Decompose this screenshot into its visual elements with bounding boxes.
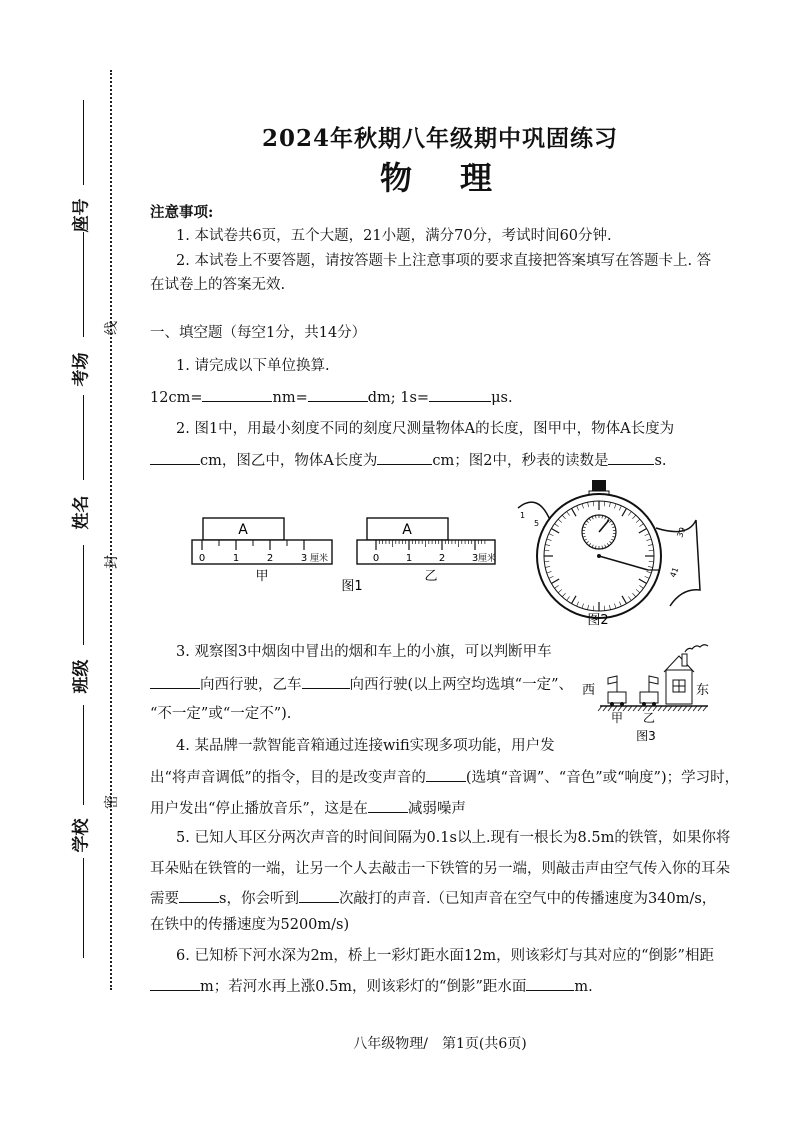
subject-title: 物 理	[379, 159, 500, 197]
q1-part-4: μs.	[491, 390, 513, 406]
q6-blank-2[interactable]	[526, 976, 574, 991]
q6-part-1: m；若河水再上涨0.5m，则该彩灯的“倒影”距水面	[200, 979, 527, 995]
q5-line-2: 耳朵贴在铁管的一端，让另一个人去敲击一下铁管的另一端，则敲击声由空气传入你的耳朵	[150, 861, 730, 877]
direction-west: 西	[582, 683, 596, 698]
q1-stem: 1. 请完成以下单位换算.	[176, 358, 330, 374]
smoke	[685, 645, 708, 652]
q2-part-1: cm，图乙中，物体A长度为	[200, 453, 378, 469]
q1-blank-2[interactable]	[308, 387, 368, 402]
q4-part-2: (选填“音调”、“音色”或“响度”)；学习时，	[465, 770, 740, 786]
name-blank[interactable]	[83, 395, 84, 480]
flag-yi	[649, 676, 658, 684]
q4-line-1: 4. 某品牌一款智能音箱通过连接wifi实现多项功能，用户发	[176, 738, 555, 754]
q5-part-2: s，你会听到	[219, 891, 299, 907]
q2-blank-1[interactable]	[150, 450, 200, 465]
figure-1-caption: 图1	[341, 579, 363, 594]
car-jia	[608, 692, 626, 703]
right-scale-label-39: 39	[675, 526, 688, 539]
q4-part-1: 出“将声音调低”的指令，目的是改变声音的	[150, 770, 426, 786]
seal-mi-char: 密	[104, 795, 120, 809]
q5-part-3: 次敲打的声音.（已知声音在空气中的传播速度为340m/s，	[338, 891, 717, 907]
section-1-heading: 一、填空题（每空1分，共14分）	[150, 325, 367, 341]
q4-part-4: 减弱噪声	[407, 801, 466, 817]
q4-blank-2[interactable]	[368, 798, 408, 813]
unit-jia: 厘米	[310, 554, 329, 564]
unit-yi: 厘米	[478, 554, 497, 564]
q4-line-2	[150, 767, 739, 788]
q4-blank-1[interactable]	[426, 767, 466, 782]
q5-line-4: 在铁中的传播速度为5200m/s)	[150, 917, 350, 933]
car-jia-label: 甲	[611, 711, 624, 725]
class-blank[interactable]	[83, 545, 84, 645]
q3-part-1: 向西行驶，乙车	[200, 677, 302, 693]
notice-heading: 注意事项:	[150, 204, 214, 221]
name-label: 姓名	[71, 495, 92, 530]
tick-label-yi-0: 0	[372, 553, 380, 564]
stopwatch-crown	[592, 480, 606, 492]
figure-2-caption: 图2	[587, 613, 609, 628]
seat-blank[interactable]	[83, 100, 84, 185]
q5-blank-2[interactable]	[299, 888, 339, 903]
figure-3-chimney-cars	[578, 636, 718, 746]
q2-part-2: cm；图2中，秒表的读数是	[432, 453, 609, 469]
seat-label: 座号	[71, 198, 92, 233]
notice-item-1: 1. 本试卷共6页，五个大题，21小题，满分70分，考试时间60分钟.	[176, 228, 612, 244]
direction-east: 东	[696, 683, 710, 698]
q3-line-2	[150, 674, 573, 695]
class-label: 班级	[71, 659, 92, 694]
object-a-jia-label: A	[238, 522, 248, 538]
car-yi	[640, 692, 658, 703]
room-blank[interactable]	[83, 232, 84, 337]
q4-line-3	[150, 798, 466, 819]
tick-label-jia-3: 3	[300, 553, 308, 564]
q1-part-1: 12cm=	[150, 390, 203, 406]
q3-line-1: 3. 观察图3中烟囱中冒出的烟和车上的小旗，可以判断甲车	[176, 644, 552, 660]
q1-part-2: nm=	[272, 390, 308, 406]
page-footer: 八年级物理/ 第1页(共6页)	[353, 1036, 527, 1052]
chimney	[682, 654, 687, 666]
notice-item-2a: 2. 本试卷上不要答题，请按答题卡上注意事项的要求直接把答案填写在答题卡上. 答	[176, 253, 712, 269]
q1-part-3: dm; 1s=	[367, 390, 430, 406]
school-blank[interactable]	[83, 705, 84, 805]
object-a-yi-label: A	[402, 522, 412, 538]
ruler-jia-label: 甲	[255, 569, 269, 584]
seal-feng-char: 封	[104, 555, 120, 569]
left-scale-label-5: 5	[534, 519, 540, 528]
flag-jia	[608, 676, 617, 684]
q6-blank-1[interactable]	[150, 976, 200, 991]
room-label: 考场	[71, 352, 92, 387]
q3-line-3: “不一定”或“一定不”).	[150, 706, 292, 722]
bottom-binding-blank	[83, 858, 84, 958]
tick-label-jia-2: 2	[266, 553, 274, 564]
q2-part-3: s.	[654, 453, 667, 469]
notice-item-2b: 在试卷上的答案无效.	[150, 277, 286, 293]
tick-label-yi-1: 1	[405, 553, 413, 564]
figure-3-caption: 图3	[636, 729, 656, 743]
q3-part-2: 向西行驶(以上两空均选填“一定”、	[349, 677, 573, 693]
exam-title: 2024年秋期八年级期中巩固练习	[261, 125, 618, 152]
q1-line	[150, 387, 513, 408]
car-yi-label: 乙	[643, 711, 656, 725]
q3-blank-1[interactable]	[150, 674, 200, 689]
q5-blank-1[interactable]	[179, 888, 219, 903]
q1-blank-1[interactable]	[202, 387, 272, 402]
tick-label-yi-2: 2	[438, 553, 446, 564]
q6-line-1: 6. 已知桥下河水深为2m，桥上一彩灯距水面12m，则该彩灯与其对应的“倒影”相距	[176, 948, 714, 964]
q1-blank-3[interactable]	[429, 387, 491, 402]
q6-line-2	[150, 976, 593, 997]
q2-line-2	[150, 450, 667, 471]
q5-part-1: 需要	[150, 891, 179, 907]
q2-blank-2[interactable]	[377, 450, 432, 465]
school-label: 学校	[71, 818, 92, 853]
q5-line-3	[150, 888, 716, 909]
tick-label-jia-0: 0	[198, 553, 206, 564]
q6-part-2: m.	[574, 979, 593, 995]
right-scale-label-41: 41	[668, 566, 681, 579]
ruler-yi-label: 乙	[424, 569, 438, 584]
left-scale-label-1: 1	[520, 511, 526, 520]
seal-line-char: 线	[104, 321, 120, 335]
q5-line-1: 5. 已知人耳区分两次声音的时间间隔为0.1s以上.现有一根长为8.5m的铁管，如果你将	[176, 830, 731, 846]
q2-blank-3[interactable]	[608, 450, 654, 465]
figure-1-rulers	[186, 508, 506, 598]
tick-label-jia-1: 1	[232, 553, 240, 564]
binding-dotted-line	[110, 70, 112, 990]
q4-part-3: 用户发出“停止播放音乐”，这是在	[150, 801, 368, 817]
tick-label-yi-3: 3	[471, 553, 479, 564]
q3-blank-2[interactable]	[302, 674, 350, 689]
q2-line-1: 2. 图1中，用最小刻度不同的刻度尺测量物体A的长度，图甲中，物体A长度为	[176, 421, 675, 437]
figure-2-stopwatch	[510, 478, 705, 628]
